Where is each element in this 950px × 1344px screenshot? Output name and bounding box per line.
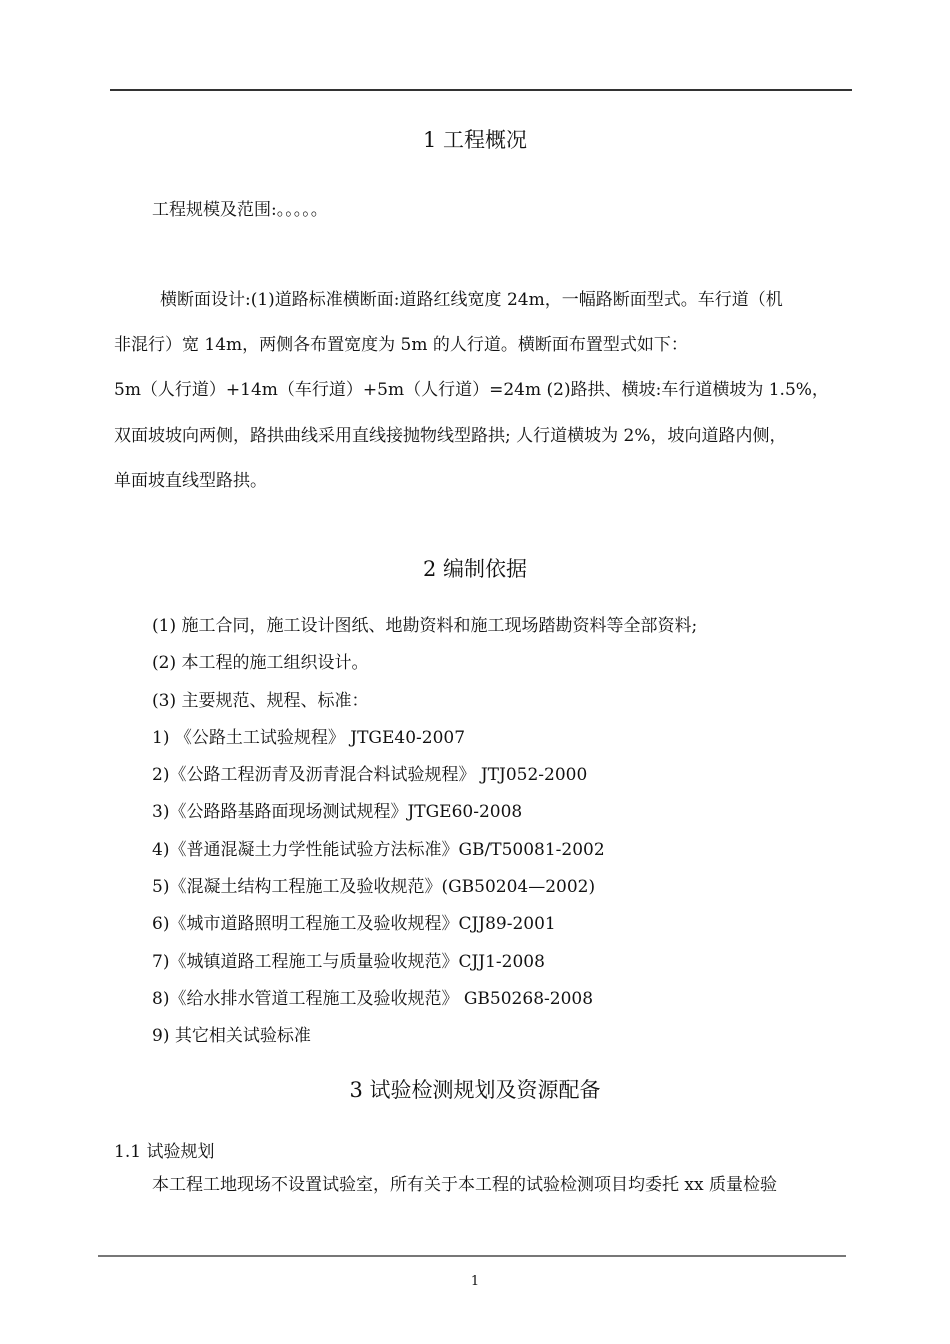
basis-item: 6)《城市道路照明工程施工及验收规程》CJJ89-2001 [152,914,556,934]
basis-item: 3)《公路路基路面现场测试规程》JTGE60-2008 [152,802,523,822]
cross-section-line-1: 横断面设计:(1)道路标准横断面:道路红线宽度 24m，一幅路断面型式。车行道（机 [160,290,783,310]
cross-section-line-4: 双面坡坡向两侧，路拱曲线采用直线接抛物线型路拱; 人行道横坡为 2%，坡向道路内侧， [114,426,787,446]
section-3-title: 3 试验检测规划及资源配备 [349,1078,601,1102]
basis-item: (2) 本工程的施工组织设计。 [152,653,369,673]
basis-item: (1) 施工合同，施工设计图纸、地勘资料和施工现场踏勘资料等全部资料; [152,616,698,636]
subsection-title: 1.1 试验规划 [114,1142,215,1162]
section-1-title: 1 工程概况 [422,128,528,152]
basis-item: 5)《混凝土结构工程施工及验收规范》(GB50204—2002) [152,877,596,897]
header-rule [110,89,852,91]
basis-item: 2)《公路工程沥青及沥青混合料试验规程》 JTJ052-2000 [152,765,588,785]
basis-item: (3) 主要规范、规程、标准： [152,691,369,711]
cross-section-line-2: 非混行）宽 14m，两侧各布置宽度为 5m 的人行道。横断面布置型式如下： [114,335,688,355]
basis-item: 7)《城镇道路工程施工与质量验收规范》CJJ1-2008 [152,952,545,972]
scope-line: 工程规模及范围:。。。。。 [152,200,328,220]
basis-item: 1) 《公路土工试验规程》 JTGE40-2007 [152,728,466,748]
basis-item: 8)《给水排水管道工程施工及验收规范》 GB50268-2008 [152,989,594,1009]
basis-item: 9) 其它相关试验标准 [152,1026,311,1046]
basis-item: 4)《普通混凝土力学性能试验方法标准》GB/T50081-2002 [152,840,605,860]
page-number: 1 [470,1274,480,1289]
cross-section-line-5: 单面坡直线型路拱。 [114,471,267,491]
section-2-title: 2 编制依据 [422,557,528,581]
cross-section-line-3: 5m（人行道）+14m（车行道）+5m（人行道）=24m (2)路拱、横坡:车行道横坡为 1.5%， [114,380,829,400]
footer-rule [98,1255,846,1257]
paragraph: 本工程工地现场不设置试验室，所有关于本工程的试验检测项目均委托 xx 质量检验 [152,1175,777,1195]
